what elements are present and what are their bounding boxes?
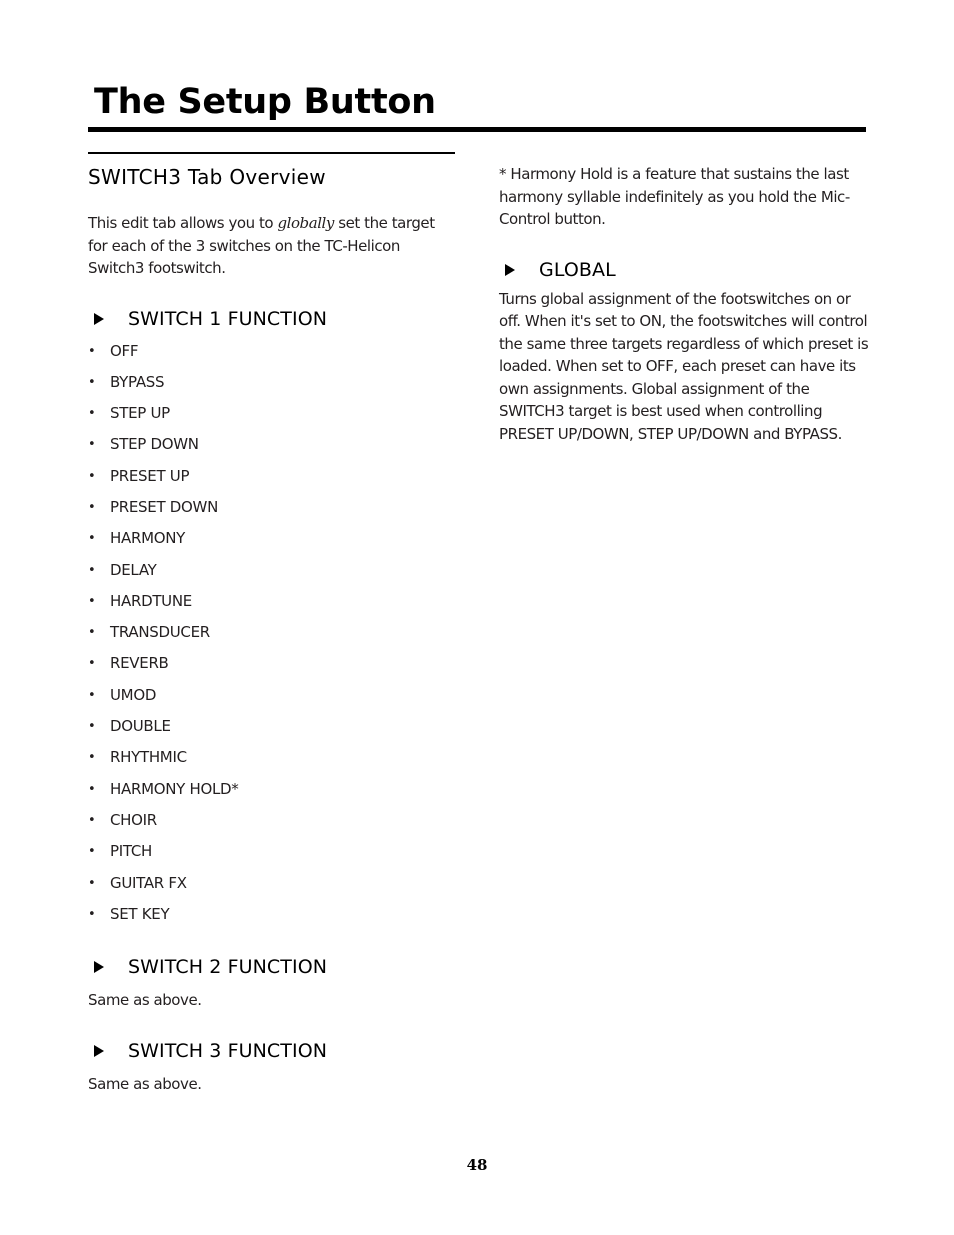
list-item: • PRESET UP — [88, 461, 458, 492]
title-rule — [88, 127, 866, 132]
play-arrow-icon — [94, 961, 104, 973]
list-item: • TRANSDUCER — [88, 617, 458, 648]
right-column — [499, 160, 874, 445]
list-item: • RHYTHMIC — [88, 742, 458, 773]
switch2-heading — [88, 953, 458, 981]
switch2-heading-label: SWITCH 2 FUNCTION — [128, 956, 328, 979]
switch3-heading — [88, 1037, 458, 1065]
list-item: • REVERB — [88, 648, 458, 679]
list-item: • OFF — [88, 336, 458, 367]
list-item: • HARDTUNE — [88, 586, 458, 617]
play-arrow-icon — [94, 313, 104, 325]
switch1-options-list — [88, 336, 458, 931]
list-item: • DELAY — [88, 555, 458, 586]
harmony-hold-footnote: * Harmony Hold is a feature that sustains the last harmony syllable indefinitely as you hold the Mic-Control button. — [499, 165, 850, 228]
list-item: • DOUBLE — [88, 711, 458, 742]
list-item: • UMOD — [88, 680, 458, 711]
intro-text-before: This edit tab allows you to — [88, 214, 278, 232]
list-item: • STEP UP — [88, 398, 458, 429]
play-arrow-icon — [94, 1045, 104, 1057]
list-item: • SET KEY — [88, 899, 458, 930]
page-title: The Setup Button — [94, 82, 436, 122]
intro-emphasis: globally — [277, 214, 334, 232]
list-item: • PITCH — [88, 836, 458, 867]
switch1-heading-label: SWITCH 1 FUNCTION — [128, 307, 328, 330]
play-arrow-icon — [505, 264, 515, 276]
page-number: 48 — [466, 1156, 488, 1174]
section-rule — [88, 152, 455, 154]
switch1-heading — [88, 305, 458, 333]
global-text: Turns global assignment of the footswitches on or off. When it's set to ON, the footswitches will control the same three targets regardless of which preset is loaded. When set to OFF, each preset can have its own assignments. Global assignment of the SWITCH3 target is best used when controlling PRESET UP/DOWN, STEP UP/DOWN and BYPASS. — [499, 289, 869, 443]
list-item: • HARMONY HOLD* — [88, 774, 458, 805]
section-title: SWITCH3 Tab Overview — [88, 165, 326, 189]
list-item: • BYPASS — [88, 367, 458, 398]
list-item: • HARMONY — [88, 523, 458, 554]
left-column — [88, 160, 458, 1095]
global-heading-label: GLOBAL — [539, 258, 616, 281]
intro-text-after: set the target for each of the 3 switches on the TC-Helicon Switch3 footswitch. — [88, 214, 435, 277]
list-item: • CHOIR — [88, 805, 458, 836]
list-item: • STEP DOWN — [88, 429, 458, 460]
list-item: • PRESET DOWN — [88, 492, 458, 523]
intro-paragraph — [88, 212, 458, 280]
global-heading — [499, 256, 874, 284]
switch3-heading-label: SWITCH 3 FUNCTION — [128, 1039, 328, 1062]
switch2-text: Same as above. — [88, 991, 202, 1010]
list-item: • GUITAR FX — [88, 868, 458, 899]
switch3-text: Same as above. — [88, 1074, 202, 1093]
